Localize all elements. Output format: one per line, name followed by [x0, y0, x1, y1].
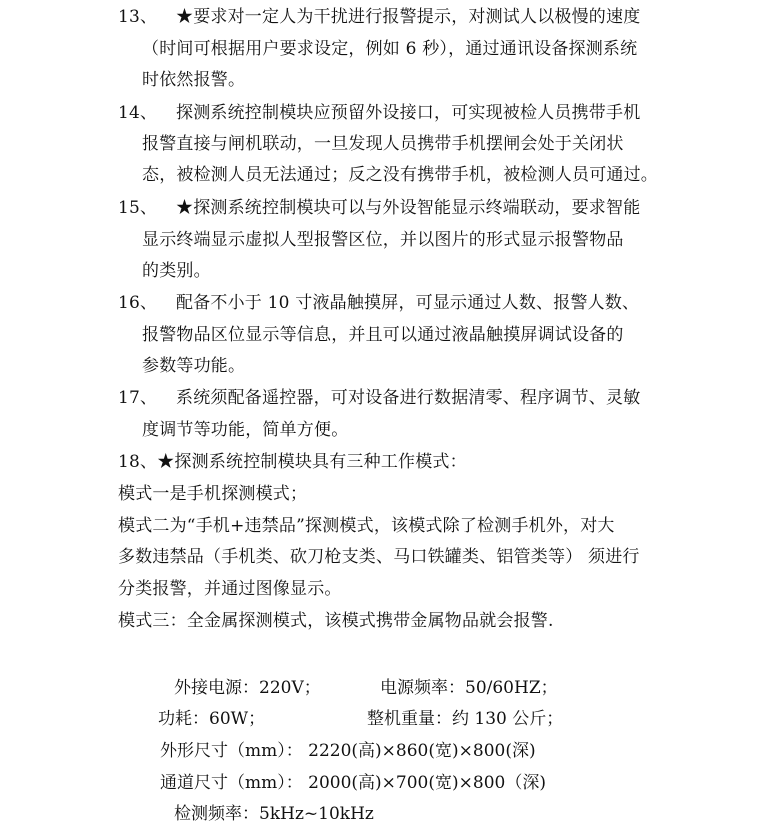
item-13-line-3: 时依然报警。	[142, 70, 246, 90]
spec-channel-size: 通道尺寸（mm）： 2000(高)×700(宽)×800（深)	[160, 773, 546, 793]
item-17-number: 17、	[118, 388, 158, 408]
item-14-line-2: 报警直接与闸机联动，一旦发现人员携带手机摆闸会处于关闭状	[142, 134, 624, 154]
item-16-line-2: 报警物品区位显示等信息，并且可以通过液晶触摸屏调试设备的	[142, 325, 624, 345]
item-15-number: 15、	[118, 198, 158, 218]
mode-3: 模式三：全金属探测模式，该模式携带金属物品就会报警.	[118, 611, 554, 631]
item-14-line-1: 14、 探测系统控制模块应预留外设接口，可实现被检人员携带手机	[118, 103, 641, 123]
item-14-line-3: 态，被检测人员无法通过；反之没有携带手机，被检测人员可通过。	[142, 165, 658, 185]
spec-detect-frequency: 检测频率：5kHz~10kHz	[174, 804, 374, 824]
item-13-line-1: 13、 ★要求对一定人为干扰进行报警提示，对测试人以极慢的速度	[118, 7, 641, 27]
mode-2-line-3: 分类报警，并通过图像显示。	[118, 579, 342, 599]
item-15-line-3: 的类别。	[142, 261, 211, 281]
spec-weight: 整机重量：约 130 公斤；	[367, 709, 564, 729]
item-13-line-2: （时间可根据用户要求设定，例如 6 秒），通过通讯设备探测系统	[142, 39, 638, 59]
item-16-line-3: 参数等功能。	[142, 356, 246, 376]
item-16-line-1: 16、 配备不小于 10 寸液晶触摸屏，可显示通过人数、报警人数、	[118, 293, 640, 313]
spec-power-frequency: 电源频率：50/60HZ；	[380, 678, 558, 698]
item-16-number: 16、	[118, 293, 158, 313]
item-14-number: 14、	[118, 103, 158, 123]
mode-heading: 18、★探测系统控制模块具有三种工作模式：	[118, 452, 467, 472]
mode-2-line-2: 多数违禁品（手机类、砍刀枪支类、马口铁罐类、铝管类等） 须进行	[118, 547, 640, 567]
item-15-line-2: 显示终端显示虚拟人型报警区位，并以图片的形式显示报警物品	[142, 230, 624, 250]
spec-outer-size: 外形尺寸（mm）： 2220(高)×860(宽)×800(深)	[160, 741, 536, 761]
spec-power-supply: 外接电源：220V；	[174, 678, 321, 698]
item-17-line-1: 17、 系统须配备遥控器，可对设备进行数据清零、程序调节、灵敏	[118, 388, 641, 408]
mode-1: 模式一是手机探测模式；	[118, 484, 308, 504]
item-17-line-2: 度调节等功能，简单方便。	[142, 420, 349, 440]
item-13-number: 13、	[118, 7, 158, 27]
mode-2-line-1: 模式二为“手机+违禁品”探测模式，该模式除了检测手机外，对大	[118, 516, 615, 536]
item-15-line-1: 15、 ★探测系统控制模块可以与外设智能显示终端联动，要求智能	[118, 198, 641, 218]
spec-power-consumption: 功耗：60W；	[158, 709, 266, 729]
